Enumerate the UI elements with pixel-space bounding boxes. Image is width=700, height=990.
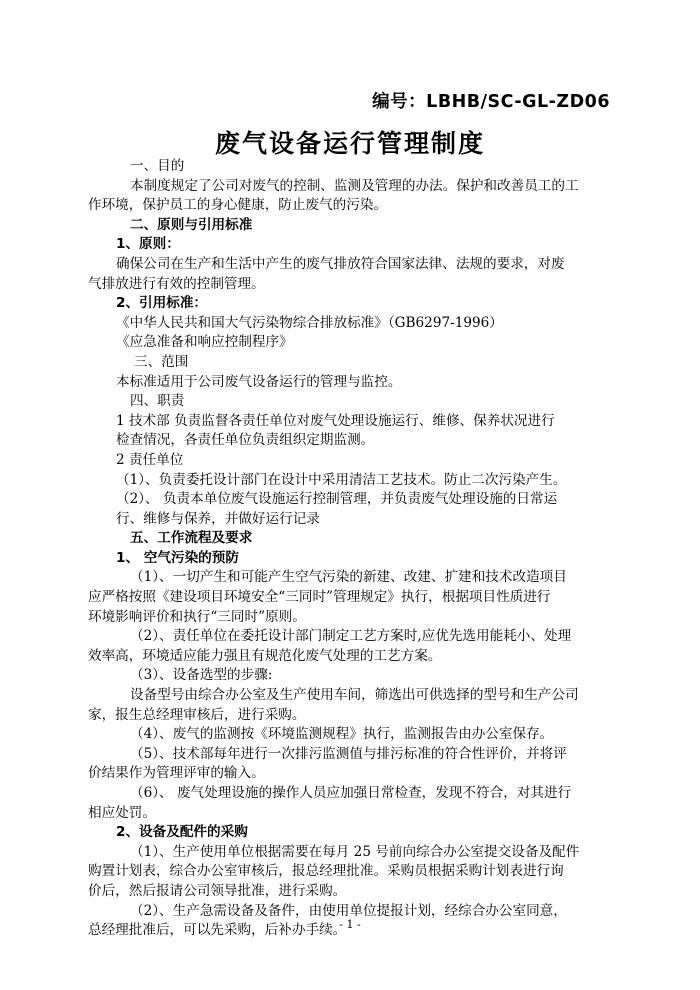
paragraph-line: 作环境，保护员工的身心健康，防止废气的污染。 [88, 197, 388, 214]
section-heading: 五、工作流程及要求 [130, 530, 253, 547]
paragraph-line: 2 责任单位 [116, 451, 184, 468]
subsection-heading: 2、引用标准： [116, 295, 208, 312]
paragraph-line: 购置计划表，综合办公室审核后，报总经理批准。采购员根据采购计划表进行询 [88, 863, 564, 880]
paragraph-line: 气排放进行有效的控制管理。 [88, 275, 265, 292]
page-number: - 1 - [339, 918, 361, 931]
paragraph-line: 价后，然后报请公司领导批准，进行采购。 [88, 882, 347, 899]
subsection-heading: 1、 空气污染的预防 [116, 549, 239, 566]
paragraph-line: 总经理批准后，可以先采购，后补办手续。 [88, 922, 347, 939]
paragraph-line: 《应急准备和响应控制程序》 [116, 334, 293, 351]
paragraph-line: （1）、一切产生和可能产生空气污染的新建、改建、扩建和技术改造项目 [130, 569, 567, 586]
paragraph-line: 效率高，环境适应能力强且有规范化废气处理的工艺方案。 [88, 647, 442, 664]
paragraph-line: （6）、 废气处理设施的操作人员应加强日常检查，发现不符合，对其进行 [130, 785, 572, 801]
paragraph-line: 家，报生总经理审核后，进行采购。 [88, 706, 306, 723]
paragraph-line: 价结果作为管理评审的输入。 [88, 765, 265, 782]
paragraph-line: 1 技术部 负责监督各责任单位对废气处理设施运行、维修、保养状况进行 [116, 412, 555, 429]
paragraph-line: 环境影响评价和执行“三同时”原则。 [88, 608, 306, 625]
paragraph-line: 确保公司在生产和生活中产生的废气排放符合国家法律、法规的要求，对废 [116, 255, 565, 272]
paragraph-line: 检查情况，各责任单位负责组织定期监测。 [116, 432, 375, 449]
paragraph-line: 相应处罚。 [88, 804, 156, 821]
paragraph-line: 行、维修与保养，并做好运行记录 [116, 510, 320, 527]
subsection-heading: 1、原则： [116, 236, 180, 253]
paragraph-line: （2）、生产急需设备及备件，由使用单位提报计划，经综合办公室同意， [130, 902, 567, 919]
paragraph-line: 本标准适用于公司废气设备运行的管理与监控。 [116, 373, 402, 390]
paragraph-line: 设备型号由综合办公室及生产使用车间，筛选出可供选择的型号和生产公司 [130, 687, 579, 704]
paragraph-line: （2）、 负责本单位废气设施运行控制管理，并负责废气处理设施的日常运 [116, 491, 558, 508]
paragraph-line: （3）、设备选型的步骤: [130, 667, 273, 684]
paragraph-line: 本制度规定了公司对废气的控制、监测及管理的办法。保护和改善员工的工 [130, 177, 579, 194]
document-number: 编号：LBHB/SC-GL-ZD06 [372, 92, 610, 112]
paragraph-line: （2）、责任单位在委托设计部门制定工艺方案时,应优先选用能耗小、处理 [130, 628, 572, 645]
paragraph-line: （4）、废气的监测按《环境监测规程》执行，监测报告由办公室保存。 [130, 726, 554, 743]
document-title: 废气设备运行管理制度 [214, 129, 485, 158]
document-body [88, 157, 596, 941]
subsection-heading: 2、设备及配件的采购 [116, 824, 248, 841]
paragraph-line: 应严格按照《建设项目环境安全“三同时”管理规定》执行，根据项目性质进行 [88, 589, 551, 606]
section-heading: 二、原则与引用标准 [130, 216, 253, 233]
section-heading: 四、职责 [130, 393, 185, 410]
section-heading: 三、范围 [134, 353, 189, 370]
paragraph-line: （1）、生产使用单位根据需要在每月 25 号前向综合办公室提交设备及配件 [130, 843, 580, 860]
paragraph-line: 《中华人民共和国大气污染物综合排放标准》（GB6297-1996） [116, 314, 503, 331]
section-heading: 一、目的 [130, 158, 185, 174]
paragraph-line: （5）、技术部每年进行一次排污监测值与排污标准的符合性评价，并将评 [130, 745, 567, 762]
paragraph-line: （1）、负责委托设计部门在设计中采用清洁工艺技术。防止二次污染产生。 [116, 471, 567, 488]
